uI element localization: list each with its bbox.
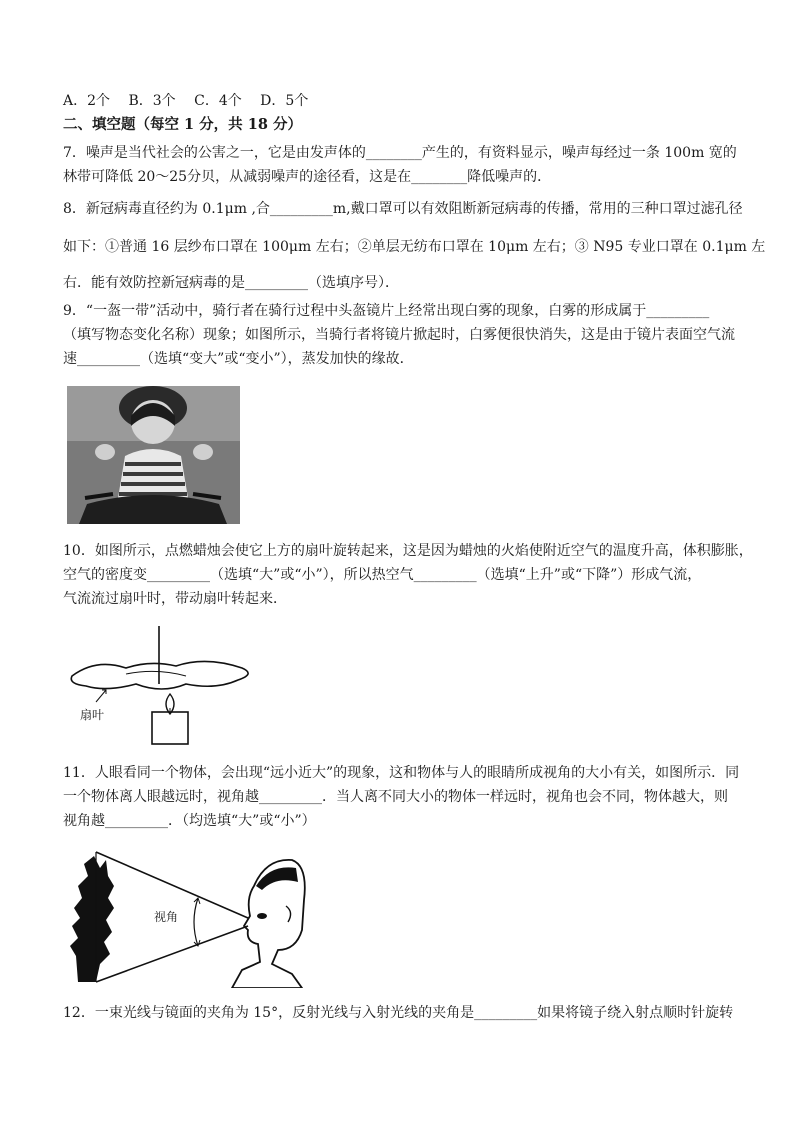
fan-blade-label: 扇叶	[80, 708, 105, 722]
q9-line-3: 速_________（选填“变大”或“变小”），蒸发加快的缘故．	[63, 351, 414, 367]
q11-line-2: 一个物体离人眼越远时，视角越_________．当人离不同大小的物体一样远时，视角也会不同，物体越大，则	[63, 789, 728, 805]
cyclist-photo	[67, 386, 240, 524]
q10-line-2: 空气的密度变_________（选填“大”或“小”），所以热空气_________（选填“上升”或“下降”）形成气流，	[63, 567, 702, 583]
visual-angle-drawing	[66, 846, 306, 988]
q12-line-1: 12．一束光线与镜面的夹角为 15°，反射光线与入射光线的夹角是_________如果将镜子绕入射点顺时针旋转	[63, 1005, 734, 1021]
candle-fan-drawing	[66, 624, 256, 746]
visual-angle-label: 视角	[154, 910, 179, 924]
visual-angle-figure	[66, 846, 306, 988]
q7-line-2: 林带可降低 20～25分贝，从减弱噪声的途径看，这是在________降低噪声的．	[63, 169, 552, 185]
candle-fan-figure	[66, 624, 256, 746]
options-line: A．2个 B．3个 C．4个 D．5个	[63, 93, 309, 109]
q8-line-2: 如下：①普通 16 层纱布口罩在 100μm 左右；②单层无纺布口罩在 10μm 左右；③ N95 专业口罩在 0.1μm 左	[63, 239, 766, 255]
section-heading: 二、填空题（每空 1 分，共 18 分）	[63, 116, 302, 133]
cyclist-photo-drawing	[67, 386, 240, 524]
q7-line-1: 7．噪声是当代社会的公害之一，它是由发声体的________产生的，有资料显示，噪声每经过一条 100m 宽的	[63, 145, 737, 161]
q10-line-3: 气流流过扇叶时，带动扇叶转起来．	[63, 591, 287, 607]
q8-line-3: 右．能有效防控新冠病毒的是_________（选填序号）．	[63, 275, 399, 291]
q8-line-1: 8．新冠病毒直径约为 0.1μm ,合_________m,戴口罩可以有效阻断新冠病毒的传播，常用的三种口罩过滤孔径	[63, 201, 743, 217]
q11-line-1: 11．人眼看同一个物体，会出现“远小近大”的现象，这和物体与人的眼睛所成视角的大小有关，如图所示．同	[63, 765, 740, 781]
q11-line-3: 视角越_________．（均选填“大”或“小”）	[63, 813, 316, 829]
q10-line-1: 10．如图所示，点燃蜡烛会使它上方的扇叶旋转起来，这是因为蜡烛的火焰使附近空气的温度升高，体积膨胀，	[63, 543, 753, 559]
q9-line-1: 9．“一盔一带”活动中，骑行者在骑行过程中头盔镜片上经常出现白雾的现象，白雾的形成属于_________	[63, 303, 710, 319]
q9-line-2: （填写物态变化名称）现象；如图所示，当骑行者将镜片掀起时，白雾便很快消失，这是由于镜片表面空气流	[63, 327, 735, 343]
